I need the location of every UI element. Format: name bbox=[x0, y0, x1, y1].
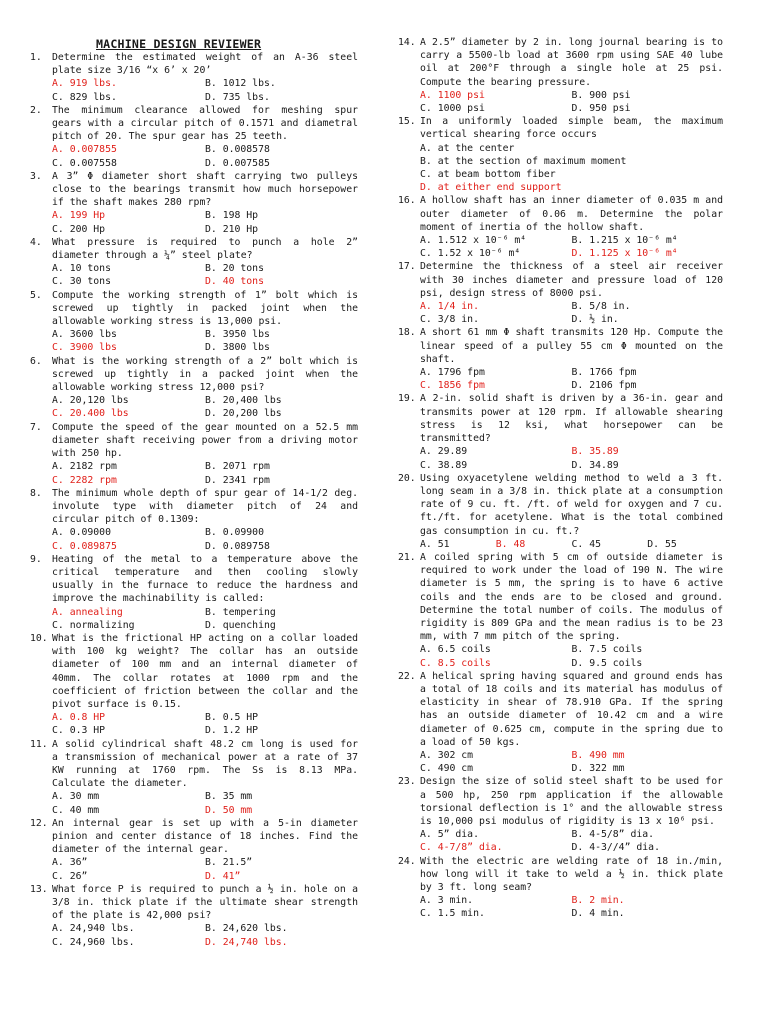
answer-option: B. 5/8 in. bbox=[571, 301, 631, 313]
answer-option: B. 0.09900 bbox=[205, 527, 264, 539]
answer-option: B. 1012 lbs. bbox=[205, 78, 276, 90]
question-item bbox=[398, 670, 729, 776]
answer-option: A. 10 tons bbox=[52, 263, 111, 275]
answer-options bbox=[420, 234, 723, 260]
answer-option: B. 0.008578 bbox=[205, 144, 270, 156]
answer-option: C. 490 cm bbox=[420, 763, 474, 775]
answer-option: D. 0.007585 bbox=[205, 157, 270, 169]
answer-option: B. 1766 fpm bbox=[571, 367, 637, 379]
question-item bbox=[30, 553, 364, 632]
correct-answer-option: C. 4-7/8” dia. bbox=[420, 842, 503, 854]
question-item bbox=[30, 817, 364, 883]
question-stem: An internal gear is set up with a 5-in diameter pinion and center distance of 18 inches. Find the diameter of the internal gear. bbox=[52, 817, 364, 856]
answer-option: B. 4-5/8” dia. bbox=[571, 829, 655, 841]
answer-options bbox=[52, 394, 358, 420]
answer-option: C. normalizing bbox=[52, 619, 135, 631]
correct-answer-option: C. 2282 rpm bbox=[52, 474, 117, 486]
question-number: 8. bbox=[30, 487, 42, 499]
question-stem: A 2-in. solid shaft is driven by a 36-in. gear and transmits power at 120 rpm. If allowable shearing stress is 12 ksi, what horsepower can be transmitted? bbox=[420, 393, 729, 445]
answer-options bbox=[52, 922, 358, 948]
correct-answer-option: A. annealing bbox=[52, 606, 123, 618]
question-number: 10. bbox=[30, 632, 48, 644]
answer-option: D. 55 bbox=[647, 538, 677, 550]
answer-option: B. 1.215 x 10⁻⁶ m⁴ bbox=[571, 235, 678, 247]
correct-answer-option: A. 0.8 HP bbox=[52, 712, 106, 724]
question-number: 11. bbox=[30, 738, 48, 750]
question-item bbox=[398, 260, 729, 326]
question-item bbox=[398, 472, 729, 551]
answer-option: A. 302 cm bbox=[420, 749, 474, 761]
question-item bbox=[398, 775, 729, 854]
correct-answer-option: C. 20.400 lbs bbox=[52, 408, 129, 420]
correct-answer-option: A. 199 Hp bbox=[52, 210, 106, 222]
question-stem: Design the size of solid steel shaft to be used for a 500 hp, 250 rpm application if the allowable torsional deflection is 1° and the allowable stress is 10,000 psi modulus of rigidity is 13 x 10⁶ psi. bbox=[420, 776, 729, 827]
question-number: 19. bbox=[398, 393, 416, 405]
answer-options bbox=[52, 143, 358, 169]
question-number: 6. bbox=[30, 355, 42, 367]
correct-answer-option: B. 48 bbox=[495, 538, 526, 550]
correct-answer-option: D. 1.125 x 10⁻⁶ m⁴ bbox=[571, 248, 678, 260]
answer-option: C. 24,960 lbs. bbox=[52, 936, 135, 948]
question-stem: A 3” Φ diameter short shaft carrying two pulleys close to the bearings transmit how much horsepower if the shaft makes 280 rpm? bbox=[52, 170, 364, 209]
question-number: 18. bbox=[398, 327, 416, 339]
question-stem: What is the working strength of a 2” bolt which is screwed up tightly in a packed joint when the allowable working stress 12,000 psi? bbox=[52, 355, 364, 394]
answer-option: C. 38.89 bbox=[420, 459, 468, 471]
answer-option: A. 3 min. bbox=[420, 895, 474, 907]
answer-option: C. at beam bottom fiber bbox=[420, 169, 556, 181]
correct-answer-option: B. 490 mm bbox=[571, 749, 625, 761]
answer-option: C. 1.52 x 10⁻⁶ m⁴ bbox=[420, 248, 521, 260]
answer-options bbox=[52, 856, 358, 882]
answer-options bbox=[52, 606, 358, 632]
question-stem: The minimum clearance allowed for meshing spur gears with a circular pitch of 0.1571 and diametral pitch of 20. The spur gear has 25 teeth. bbox=[52, 104, 364, 143]
question-stem: Compute the speed of the gear mounted on a 52.5 mm diameter shaft receiving power from a driving motor with 250 hp. bbox=[52, 421, 364, 460]
answer-options bbox=[52, 460, 358, 486]
question-number: 5. bbox=[30, 289, 42, 301]
answer-options bbox=[420, 300, 723, 326]
question-number: 17. bbox=[398, 261, 416, 273]
answer-option: C. 3/8 in. bbox=[420, 314, 479, 326]
correct-answer-option: D. 24,740 lbs. bbox=[205, 936, 288, 948]
answer-option: D. 4 min. bbox=[571, 908, 625, 920]
answer-options bbox=[52, 790, 358, 816]
answer-option: D. 2106 fpm bbox=[571, 380, 637, 392]
answer-option: B. 21.5” bbox=[205, 857, 253, 869]
answer-option: A. at the center bbox=[420, 142, 515, 154]
answer-options bbox=[52, 209, 358, 235]
answer-option: D. quenching bbox=[205, 619, 276, 631]
question-number: 16. bbox=[398, 195, 416, 207]
question-stem: A helical spring having squared and ground ends has a total of 18 coils and its material has modulus of elasticity in shear of 78.910 GPa. If the spring has an outside diameter of 10.42 cm and a wire diameter of 0.625 cm, compute in the spring due to a load of 50 kgs. bbox=[420, 670, 729, 748]
question-item bbox=[30, 883, 364, 949]
question-item bbox=[398, 115, 729, 194]
answer-option: A. 3600 lbs bbox=[52, 329, 117, 341]
correct-answer-option: A. 1/4 in. bbox=[420, 301, 479, 313]
answer-options bbox=[420, 643, 723, 669]
answer-option: A. 1.512 x 10⁻⁶ m⁴ bbox=[420, 235, 527, 247]
answer-option: A. 30 mm bbox=[52, 791, 100, 803]
answer-option: D. 2341 rpm bbox=[205, 474, 270, 486]
answer-option: D. 4-3//4” dia. bbox=[571, 842, 660, 854]
answer-option: A. 2182 rpm bbox=[52, 461, 117, 473]
answer-option: A. 51 bbox=[420, 538, 450, 550]
question-number: 21. bbox=[398, 551, 416, 563]
answer-option: A. 5” dia. bbox=[420, 829, 479, 841]
question-item bbox=[398, 392, 729, 471]
question-number: 23. bbox=[398, 776, 416, 788]
answer-option: C. 30 tons bbox=[52, 276, 111, 288]
question-item bbox=[30, 51, 364, 104]
answer-option: C. 1000 psi bbox=[420, 103, 485, 115]
answer-option: D. 9.5 coils bbox=[571, 657, 643, 669]
answer-option: A. 20,120 lbs bbox=[52, 395, 129, 407]
question-item bbox=[398, 326, 729, 392]
answer-options bbox=[420, 749, 723, 775]
question-stem: What is the frictional HP acting on a collar loaded with 100 kg weight? The collar has an outside diameter of 100 mm and an internal diameter of 40mm. The collar rotates at 1000 rpm and the coefficient of friction between the collar and the pivot surface is 0.15. bbox=[52, 632, 364, 710]
answer-options bbox=[52, 711, 358, 737]
question-number: 15. bbox=[398, 116, 416, 128]
question-number: 24. bbox=[398, 855, 416, 867]
question-stem: In a uniformly loaded simple beam, the maximum vertical shearing force occurs bbox=[420, 116, 729, 141]
page-title: MACHINE DESIGN REVIEWER bbox=[96, 37, 262, 51]
answer-option: C. 0.3 HP bbox=[52, 725, 106, 737]
question-number: 22. bbox=[398, 670, 416, 682]
answer-option: D. 1.2 HP bbox=[205, 725, 259, 737]
question-number: 14. bbox=[398, 37, 416, 48]
question-stem: A coiled spring with 5 cm of outside diameter is required to work under the load of 190 N. The wire diameter is 5 mm, the spring is to have 6 active coils and the ends are to be closed and ground. Determine the total number of coils. The modulus of rigidity is 809 GPa and the mean radius is to be 23 mm, with 7 mm pitch of the spring. bbox=[420, 551, 729, 643]
question-number: 2. bbox=[30, 104, 42, 116]
answer-options bbox=[52, 526, 358, 552]
answer-option: D. 950 psi bbox=[571, 103, 631, 115]
question-item bbox=[30, 355, 364, 421]
question-stem: Heating of the metal to a temperature above the critical temperature and then cooling slowly usually in the furnace to reduce the hardness and improve the machinability is called: bbox=[52, 553, 364, 605]
correct-answer-option: A. 0.007855 bbox=[52, 144, 117, 156]
answer-options bbox=[420, 142, 723, 195]
question-item bbox=[30, 170, 364, 236]
answer-options bbox=[52, 262, 358, 288]
answer-option: D. 0.089758 bbox=[205, 540, 270, 552]
question-stem: Determine the thickness of a steel air receiver with 30 inches diameter and pressure load of 120 psi, design stress of 8000 psi. bbox=[420, 261, 729, 299]
question-item bbox=[30, 421, 364, 487]
answer-options bbox=[420, 366, 723, 392]
answer-option: C. 200 Hp bbox=[52, 223, 106, 235]
answer-options bbox=[420, 828, 723, 854]
question-stem: Using oxyacetylene welding method to weld a 3 ft. long seam in a 3/8 in. thick plate at a consumption rate of 9 cu. ft. /ft. of weld for oxygen and 7 cu. ft./ft. for acetylene. What is the total combined gas consumption in cu. ft.? bbox=[420, 472, 729, 537]
correct-answer-option: B. 35.89 bbox=[571, 446, 619, 458]
question-stem: A hollow shaft has an inner diameter of 0.035 m and outer diameter of 0.06 m. Determine the polar moment of inertia of the hollow shaft. bbox=[420, 195, 729, 233]
question-number: 13. bbox=[30, 883, 48, 895]
answer-option: C. 829 lbs. bbox=[52, 91, 117, 103]
answer-option: B. 3950 lbs bbox=[205, 329, 270, 341]
correct-answer-option: C. 8.5 coils bbox=[420, 657, 491, 669]
answer-options bbox=[52, 328, 358, 354]
question-item bbox=[30, 487, 364, 553]
answer-options bbox=[420, 538, 723, 551]
question-number: 20. bbox=[398, 472, 416, 484]
answer-option: D. 322 mm bbox=[571, 763, 625, 775]
question-number: 4. bbox=[30, 236, 42, 248]
correct-answer-option: A. 919 lbs. bbox=[52, 78, 117, 90]
correct-answer-option: D. at either end support bbox=[420, 182, 562, 194]
question-stem: A short 61 mm Φ shaft transmits 120 Hp. Compute the linear speed of a pulley 55 cm Φ mounted on the shaft. bbox=[420, 327, 729, 365]
answer-option: A. 29.89 bbox=[420, 446, 468, 458]
question-item bbox=[30, 738, 364, 817]
answer-options bbox=[420, 89, 723, 115]
question-stem: Determine the estimated weight of an A-36 steel plate size 3/16 “x 6’ x 20’ bbox=[52, 52, 364, 77]
question-stem: What force P is required to punch a ½ in. hole on a 3/8 in. thick plate if the ultimate shear strength of the plate is 42,000 psi? bbox=[52, 883, 364, 922]
correct-answer-option: B. 2 min. bbox=[571, 895, 625, 907]
question-item bbox=[30, 632, 364, 738]
answer-option: C. 26” bbox=[52, 870, 88, 882]
answer-option: D. ½ in. bbox=[571, 314, 619, 326]
question-stem: A solid cylindrical shaft 48.2 cm long is used for a transmission of mechanical power at a rate of 37 KW running at 1760 rpm. The Ss is 8.13 MPa. Calculate the diameter. bbox=[52, 738, 364, 790]
answer-option: B. 20,400 lbs bbox=[205, 395, 282, 407]
answer-option: A. 1796 fpm bbox=[420, 367, 485, 379]
correct-answer-option: C. 3900 lbs bbox=[52, 342, 117, 354]
answer-option: D. 735 lbs. bbox=[205, 91, 270, 103]
answer-option: A. 6.5 coils bbox=[420, 644, 491, 656]
question-item bbox=[30, 289, 364, 355]
answer-option: D. 210 Hp bbox=[205, 223, 259, 235]
answer-option: B. at the section of maximum moment bbox=[420, 155, 627, 167]
answer-option: B. 35 mm bbox=[205, 791, 253, 803]
answer-option: A. 24,940 lbs. bbox=[52, 923, 135, 935]
correct-answer-option: D. 41” bbox=[205, 870, 241, 882]
answer-option: C. 1.5 min. bbox=[420, 908, 485, 920]
answer-option: B. 7.5 coils bbox=[571, 644, 643, 656]
question-item bbox=[398, 194, 729, 260]
question-item bbox=[30, 104, 364, 170]
answer-option: B. 198 Hp bbox=[205, 210, 259, 222]
question-number: 7. bbox=[30, 421, 42, 433]
question-item bbox=[398, 551, 729, 670]
answer-options bbox=[52, 77, 358, 103]
left-column bbox=[30, 51, 364, 949]
question-item bbox=[398, 855, 729, 921]
question-number: 9. bbox=[30, 553, 42, 565]
correct-answer-option: C. 1856 fpm bbox=[420, 380, 485, 392]
correct-answer-option: C. 0.089875 bbox=[52, 540, 117, 552]
answer-option: B. 20 tons bbox=[205, 263, 264, 275]
question-stem: What pressure is required to punch a hole 2” diameter through a ¼” steel plate? bbox=[52, 236, 364, 262]
question-item bbox=[30, 236, 364, 289]
answer-option: D. 20,200 lbs bbox=[205, 408, 282, 420]
question-stem: A 2.5” diameter by 2 in. long journal bearing is to carry a 5500-lb load at 3600 rpm using SAE 40 lube oil at 200°F through a single hole at 25 psi. Compute the bearing pressure. bbox=[420, 37, 729, 88]
answer-option: B. 24,620 lbs. bbox=[205, 923, 288, 935]
correct-answer-option: D. 50 mm bbox=[205, 804, 253, 816]
answer-option: C. 40 mm bbox=[52, 804, 100, 816]
correct-answer-option: A. 1100 psi bbox=[420, 89, 485, 101]
question-item bbox=[398, 36, 729, 115]
answer-option: D. 3800 lbs bbox=[205, 342, 270, 354]
answer-option: C. 0.007558 bbox=[52, 157, 117, 169]
question-stem: Compute the working strength of 1” bolt which is screwed up tightly in packed joint when the allowable working stress is 13,000 psi. bbox=[52, 289, 364, 328]
answer-option: C. 45 bbox=[571, 538, 601, 550]
answer-option: B. 900 psi bbox=[571, 89, 631, 101]
question-number: 1. bbox=[30, 52, 42, 63]
answer-option: A. 36” bbox=[52, 857, 88, 869]
question-number: 3. bbox=[30, 170, 42, 182]
answer-options bbox=[420, 894, 723, 920]
answer-option: B. tempering bbox=[205, 606, 276, 618]
right-column bbox=[398, 36, 729, 921]
question-stem: With the electric are welding rate of 18 in./min, how long will it take to weld a ½ in. thick plate by 3 ft. long seam? bbox=[420, 855, 729, 893]
correct-answer-option: D. 40 tons bbox=[205, 276, 264, 288]
question-stem: The minimum whole depth of spur gear of 14-1/2 deg. involute type with diameter pitch of 24 and circular pitch of 0.1309: bbox=[52, 487, 364, 526]
answer-option: A. 0.09000 bbox=[52, 527, 111, 539]
answer-option: B. 0.5 HP bbox=[205, 712, 259, 724]
answer-options bbox=[420, 445, 723, 471]
answer-option: B. 2071 rpm bbox=[205, 461, 270, 473]
question-number: 12. bbox=[30, 817, 48, 829]
answer-option: D. 34.89 bbox=[571, 459, 619, 471]
